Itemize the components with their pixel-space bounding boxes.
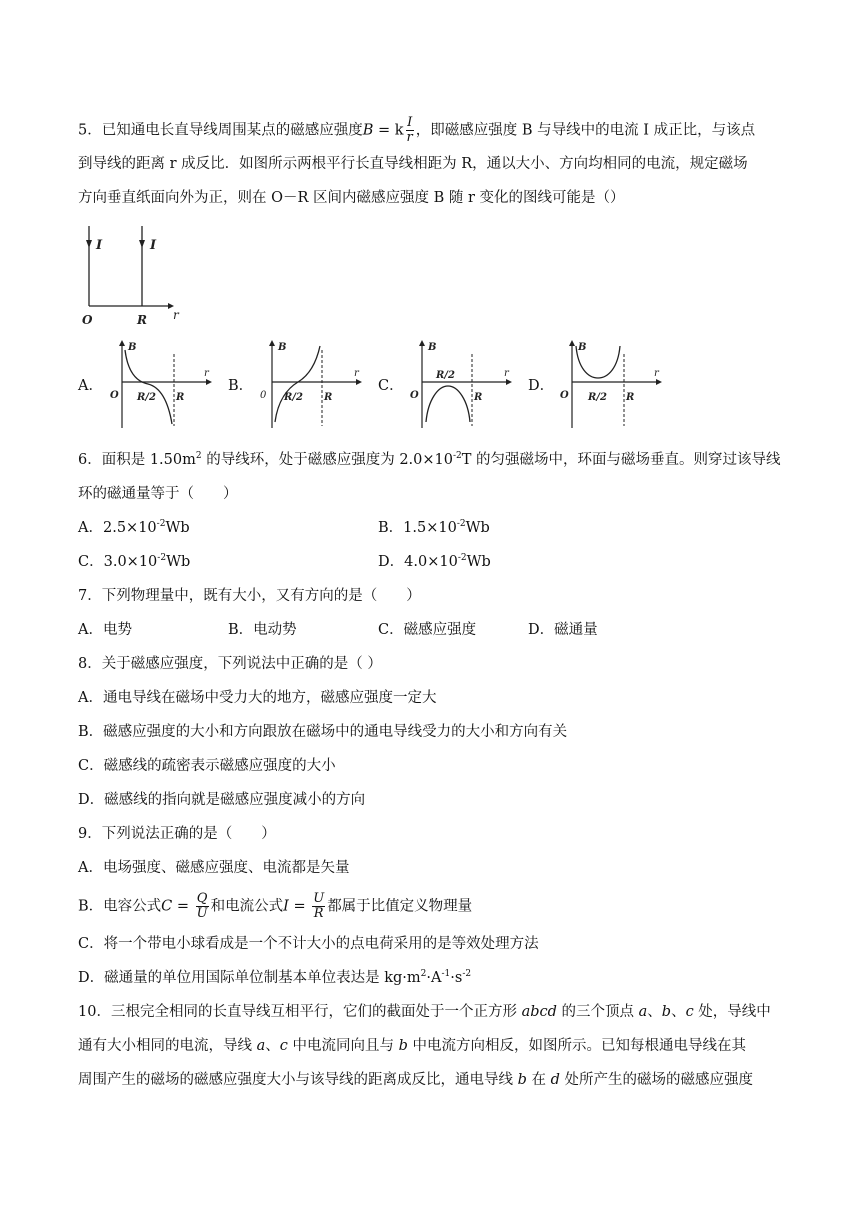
option-letter: C．: [78, 554, 104, 570]
q5-text: 5．已知通电长直导线周围某点的磁感应强度: [78, 122, 363, 139]
q6-option-b: [378, 518, 490, 538]
fraction-denominator: r: [406, 130, 413, 145]
q9-option-b: [78, 892, 472, 921]
origin-label: 0: [260, 390, 267, 401]
q9-text: ·s: [450, 970, 463, 986]
r-distance-label: R: [137, 313, 147, 327]
q7-stem: 7．下列物理量中，既有大小，又有方向的是（ ）: [78, 588, 421, 604]
vertex-label: a: [256, 1038, 266, 1054]
option-letter: B．: [378, 520, 404, 536]
q5-option-a-letter: A．: [78, 378, 103, 394]
origin-label: O: [82, 313, 93, 327]
vertex-label: c: [685, 1004, 694, 1020]
q5-option-c-graph: [404, 338, 516, 430]
r-label: R: [626, 392, 635, 403]
q6-option-c: [78, 552, 190, 572]
r-label: R: [474, 392, 483, 403]
q9-option-a: A．电场强度、磁感应强度、电流都是矢量: [78, 860, 350, 876]
q7-option-b: B．电动势: [228, 622, 297, 638]
vertex-label: b: [398, 1038, 408, 1054]
q5-option-d-graph: [554, 338, 666, 430]
r-axis-arrow: [656, 379, 662, 385]
q10-text: 10．三根完全相同的长直导线互相平行，它们的截面处于一个正方形: [78, 1004, 522, 1020]
b-axis-arrow: [119, 340, 125, 346]
q6-line-1: [78, 450, 781, 470]
option-value: 1.5×10: [403, 520, 457, 536]
q5-option-a-graph: [104, 338, 216, 430]
fraction-numerator: Q: [196, 891, 208, 906]
fraction-denominator: U: [196, 906, 208, 921]
fraction-numerator: I: [407, 115, 413, 130]
half-r-label: R/2: [588, 392, 607, 403]
b-curve: [125, 350, 172, 424]
left-current-label: I: [96, 238, 103, 253]
option-letter: A．: [78, 520, 103, 536]
q10-text: 中电流方向相反，如图所示。已知每根通电导线在其: [407, 1038, 747, 1054]
q5-option-b-letter: B．: [228, 378, 254, 394]
right-wire-arrow: [139, 240, 145, 248]
vertex-label: b: [661, 1004, 672, 1020]
square-label: abcd: [521, 1004, 557, 1020]
option-letter: D．: [378, 554, 405, 570]
half-r-label: R/2: [284, 392, 303, 403]
r-axis-label: r: [354, 368, 359, 379]
q9-text: B．电容公式: [78, 898, 162, 915]
r-axis-arrow: [506, 379, 512, 385]
superscript: -2: [462, 969, 472, 979]
q6-option-a: [78, 518, 190, 538]
b-label: B: [428, 342, 437, 353]
half-r-label: R/2: [436, 370, 455, 381]
r-axis-label: r: [204, 368, 209, 379]
q10-text: 的三个顶点: [556, 1004, 639, 1020]
q6-text: 6．面积是 1.50m: [78, 452, 196, 468]
vertex-label: b: [517, 1072, 527, 1088]
q5-option-b-graph: [254, 338, 366, 430]
r-axis-label: r: [504, 368, 509, 379]
superscript: -1: [441, 969, 451, 979]
q8-option-c: C．磁感线的疏密表示磁感应强度的大小: [78, 758, 336, 774]
superscript: -2: [156, 519, 166, 529]
option-unit: Wb: [465, 520, 490, 536]
q8-option-d: D．磁感线的指向就是磁感应强度减小的方向: [78, 792, 366, 808]
q9-text: 都属于比值定义物理量: [327, 898, 473, 915]
q6-text: 的导线环，处于磁感应强度为 2.0×10: [201, 452, 453, 468]
r-axis-label: r: [173, 308, 179, 322]
two-wire-diagram: [76, 222, 186, 332]
q10-text: 处，导线中: [693, 1004, 771, 1020]
superscript: -2: [453, 451, 462, 461]
superscript: 2: [420, 969, 427, 979]
q9-text: ·A: [426, 970, 442, 986]
formula-equals: =: [172, 898, 194, 915]
left-wire-arrow: [86, 240, 92, 248]
q5-option-c-letter: C．: [378, 378, 404, 394]
q5-line-1: [78, 116, 755, 145]
current-fraction: [312, 892, 325, 921]
option-unit: Wb: [165, 520, 190, 536]
b-axis-arrow: [419, 340, 425, 346]
formula-symbol: B: [362, 122, 374, 139]
option-unit: Wb: [166, 554, 191, 570]
fraction-numerator: U: [313, 891, 325, 906]
q9-text: D．磁通量的单位用国际单位制基本单位表达是 kg·m: [78, 970, 421, 986]
vertex-label: a: [638, 1004, 648, 1020]
option-value: 4.0×10: [404, 554, 458, 570]
option-unit: Wb: [466, 554, 491, 570]
q5-line-3: 方向垂直纸面向外为正，则在 O－R 区间内磁感应强度 B 随 r 变化的图线可能是（）: [78, 190, 625, 206]
formula-fraction: [406, 116, 414, 145]
q8-stem: 8．关于磁感应强度，下列说法中正确的是（ ）: [78, 656, 382, 672]
b-curve: [275, 346, 320, 422]
q10-line-3: [78, 1070, 753, 1090]
superscript: 2: [195, 451, 202, 461]
r-label: R: [176, 392, 185, 403]
q5-line-2: 到导线的距离 r 成反比．如图所示两根平行长直导线相距为 R，通以大小、方向均相同的电流，规定磁场: [78, 156, 748, 172]
b-axis-arrow: [569, 340, 575, 346]
q8-option-a: A．通电导线在磁场中受力大的地方，磁感应强度一定大: [78, 690, 437, 706]
half-r-label: R/2: [137, 392, 156, 403]
vertex-label: c: [279, 1038, 288, 1054]
q9-stem: 9．下列说法正确的是（ ）: [78, 826, 276, 842]
separator: 、: [647, 1004, 662, 1020]
b-label: B: [278, 342, 287, 353]
q10-line-1: [78, 1002, 771, 1022]
option-value: 2.5×10: [102, 520, 157, 536]
q6-text: T 的匀强磁场中，环面与磁场垂直。则穿过该导线: [461, 452, 781, 468]
q10-line-2: [78, 1036, 746, 1056]
formula-equals: = k: [373, 122, 404, 139]
q7-option-c: C．磁感应强度: [378, 622, 477, 638]
q10-text: 中电流同向且与: [287, 1038, 399, 1054]
separator: 、: [265, 1038, 280, 1054]
formula-equals: =: [288, 898, 311, 915]
superscript: -2: [157, 553, 167, 563]
vertex-label: d: [550, 1072, 560, 1088]
r-axis-arrow: [356, 379, 362, 385]
superscript: -2: [457, 553, 467, 563]
b-axis-arrow: [269, 340, 275, 346]
origin-label: O: [560, 390, 569, 401]
r-axis-label: r: [654, 368, 659, 379]
superscript: -2: [456, 519, 466, 529]
q8-option-b: B．磁感应强度的大小和方向跟放在磁场中的通电导线受力的大小和方向有关: [78, 724, 568, 740]
right-current-label: I: [150, 238, 157, 253]
b-label: B: [578, 342, 587, 353]
q6-option-d: [378, 552, 491, 572]
q9-text: 和电流公式: [210, 898, 284, 915]
fraction-denominator: R: [313, 906, 324, 921]
b-label: B: [128, 342, 137, 353]
r-axis-arrow: [206, 379, 212, 385]
q9-option-d: [78, 968, 471, 988]
origin-label: O: [110, 390, 119, 401]
q5-text: ，即磁感应强度 B 与导线中的电流 I 成正比，与该点: [415, 122, 756, 139]
r-label: R: [324, 392, 333, 403]
q5-option-d-letter: D．: [528, 378, 555, 394]
q7-option-a: A．电势: [78, 622, 132, 638]
q10-text: 在: [526, 1072, 551, 1088]
capacitance-fraction: [196, 892, 209, 921]
b-curve: [426, 386, 470, 422]
formula-symbol: I: [283, 898, 289, 915]
origin-label: O: [410, 390, 419, 401]
q10-text: 通有大小相同的电流，导线: [78, 1038, 257, 1054]
separator: 、: [671, 1004, 686, 1020]
option-value: 3.0×10: [103, 554, 158, 570]
q6-line-2: 环的磁通量等于（ ）: [78, 486, 238, 502]
formula-symbol: C: [161, 898, 173, 915]
q10-text: 周围产生的磁场的磁感应强度大小与该导线的距离成反比，通电导线: [78, 1072, 518, 1088]
q7-option-d: D．磁通量: [528, 622, 598, 638]
q10-text: 处所产生的磁场的磁感应强度: [559, 1072, 754, 1088]
q9-option-c: C．将一个带电小球看成是一个不计大小的点电荷采用的是等效处理方法: [78, 936, 539, 952]
